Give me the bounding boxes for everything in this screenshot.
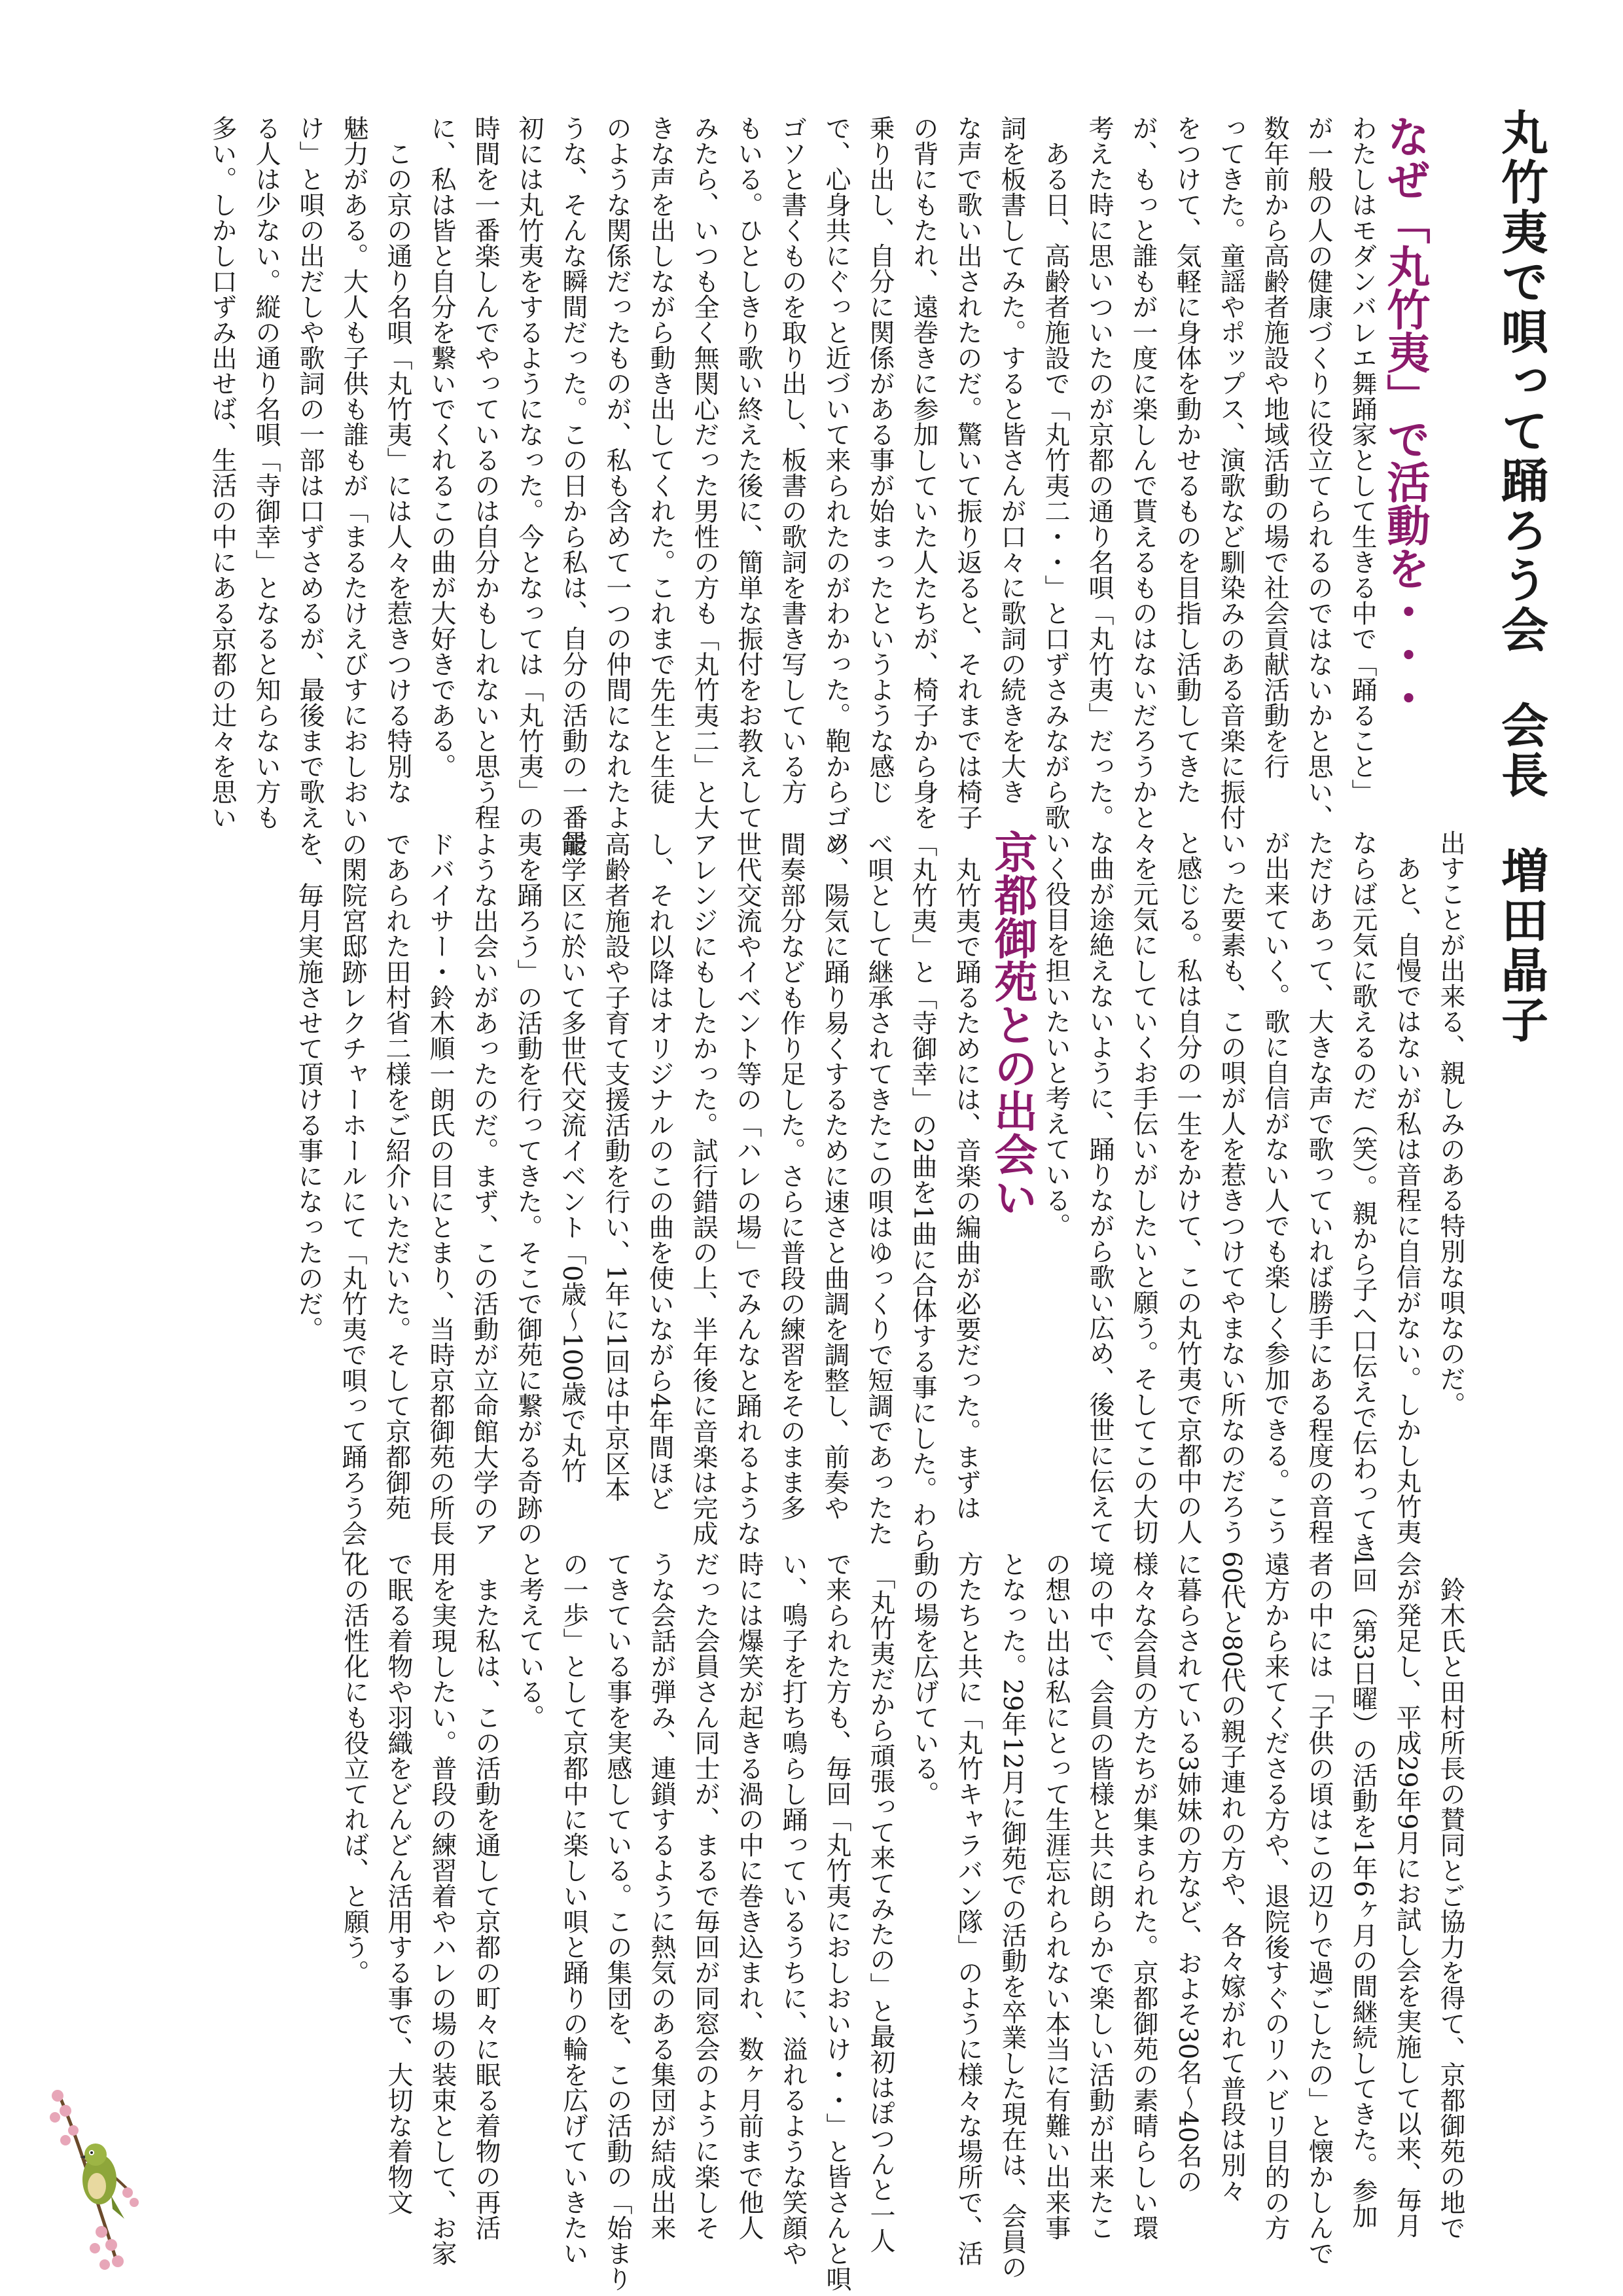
section-kyoto-gyoen-body: 丸竹夷で踊るためには、音楽の編曲が必要だった。まずは 「丸竹夷」と「寺御幸」の2曲を1曲に合体する事にした。わら べ唄として継承されてきたこの唄はゆっくりで短調であったた め、陽気に踊り易くするために速さと曲調を調整し、前奏や 間奏部分なども作り足した。さらに普段の練習をそのまま多 世代交流やイベント等の「ハレの場」でみんなと踊れるような アレンジにもしたかった。試行錯誤の上、半年後に音楽は完成 し、それ以降はオリジナルのこの曲を使いながら4年間ほど 高齢者施設や子育て支援活動を行い、1年に1回は中京区本 能学区に於いて多世代交流イベント「0歳～100歳で丸竹 夷を踊ろう」の活動を行ってきた。そこで御苑に繋がる奇跡の ような出会いがあったのだ。まず、この活動が立命館大学のア ドバイサー・鈴木順一朗氏の目にとまり、当時京都御苑の所長 であられた田村省二様をご紹介いただいた。そして京都御苑 の閑院宮邸跡レクチャーホールにて「丸竹夷で唄って踊ろう会」 を、毎月実施させて頂ける事になったのだ。 [294,831,981,1571]
title-name: 増田晶子 [1493,846,1549,1045]
bird-on-blossom-branch-icon [39,2081,144,2278]
article-title [1493,108,1549,1045]
heading-why-marutake: なぜ「丸竹夷」で活動を・・・ [1380,115,1431,719]
section-continuation-body: 出すことが出来る、親しみのある特別な唄なのだ。 あと、自慢ではないが私は音程に自信がない。しかし丸竹夷 ならば元気に歌えるのだ（笑）。親から子へ口伝えで伝わってき ただけあって、大きな声で歌っていれば勝手にある程度の音程 が出来ていく。歌に自信がない人でも楽しく参加できる。こう いった要素も、この唄が人を惹きつけてやまない所なのだろう と感じる。私は自分の一生をかけて、この丸竹夷で京都中の人 々を元気にしていくお手伝いがしたいと願う。そしてこの大切 な曲が途絶えないように、踊りながら歌い広め、後世に伝えて いく役目を担いたいと考えている。 [1041,830,1465,1558]
title-main: 丸竹夷で唄って踊ろう会 [1493,108,1549,655]
section-activities-body: 鈴木氏と田村所長の賛同とご協力を得て、京都御苑の地で 会が発足し、平成29年9月にお試し会を実施して以来、毎月 1回（第3日曜）の活動を1年6ヶ月の間継続してきた。参加 者の中には「子供の頃はこの辺りで過ごしたの」と懐かしんで 遠方から来てくださる方や、退院後すぐのリハビリ目的の方 60代と80代の親子連れの方や、各々嫁がれて普段は別々 に暮らされている3姉妹の方など、およそ30名～40名の 様々な会員の方たちが集まられた。京都御苑の素晴らしい環 境の中で、会員の皆様と共に朗らかで楽しい活動が出来たこ の想い出は私にとって生涯忘れられない本当に有難い出来事 となった。29年12月に御苑での活動を卒業した現在は、会員の 方たちと共に「丸竹キャラバン隊」のように様々な場所で、活 動の場を広げている。 「丸竹夷だから頑張って来てみたの」と最初はぽつんと一人 で来られた方も、毎回「丸竹夷におしおいけ・・」と皆さんと唄 い、鳴子を打ち鳴らし踊っているうちに、溢れるような笑顔や 時には爆笑が起きる渦の中に巻き込まれ、数ヶ月前まで他人 だった会員さん同士が、まるで毎回が同窓会のように楽しそ うな会話が弾み、連鎖するように熱気のある集団が結成出来 てきている事を実感している。この集団を、この活動の「始まり の一歩」として京都中に楽しい唄と踊りの輪を広げていきたい と考えている。 また私は、この活動を通して京都の町々に眠る着物の再活 用を実現したい。普段の練習着やハレの場の装束として、お家 で眠る着物や羽織をどんどん活用する事で、大切な着物文 化の活性化にも役立てれば、と願う。 [340,1551,1465,2291]
section-why-marutake-body: わたしはモダンバレエ舞踊家として生きる中で「踊ること」 が一般の人の健康づくりに役立てられるのではないかと思い、 数年前から高齢者施設や地域活動の場で社会貢献活動を行 ってきた。童謡やポップス、演歌など馴染みのある音楽に振付 をつけて、気軽に身体を動かせるものを目指し活動してきた が、もっと誰もが一度に楽しんで貰えるものはないだろうかと 考えた時に思いついたのが京都の通り名唄「丸竹夷」だった。 ある日、高齢者施設で「丸竹夷二・・」と口ずさみながら歌 詞を板書してみた。すると皆さんが口々に歌詞の続きを大き な声で歌い出されたのだ。驚いて振り返ると、それまでは椅子 の背にもたれ、遠巻きに参加していた人たちが、椅子から身を 乗り出し、自分に関係がある事が始まったというような感じ で、心身共にぐっと近づいて来られたのがわかった。鞄からゴソ ゴソと書くものを取り出し、板書の歌詞を書き写している方 もいる。ひとしきり歌い終えた後に、簡単な振付をお教えして みたら、いつも全く無関心だった男性の方も「丸竹夷二」と大 きな声を出しながら動き出してくれた。これまで先生と生徒 のような関係だったものが、私も含めて一つの仲間になれたよ うな、そんな瞬間だった。この日から私は、自分の活動の一番最 初には丸竹夷をするようになった。今となっては「丸竹夷」の 時間を一番楽しんでやっているのは自分かもしれないと思う程 に、私は皆と自分を繋いでくれるこの曲が大好きである。 この京の通り名唄「丸竹夷」には人々を惹きつける特別な 魅力がある。大人も子供も誰もが「まるたけえびすにおしおい け」と唄の出だしや歌詞の一部は口ずさめるが、最後まで歌え る人は少ない。縦の通り名唄「寺御幸」となると知らない方も 多い。しかし口ずみ出せば、生活の中にある京都の辻々を思い [207,115,1377,855]
heading-kyoto-gyoen: 京都御苑との出会い [987,830,1038,1219]
title-role: 会長 [1493,701,1549,800]
